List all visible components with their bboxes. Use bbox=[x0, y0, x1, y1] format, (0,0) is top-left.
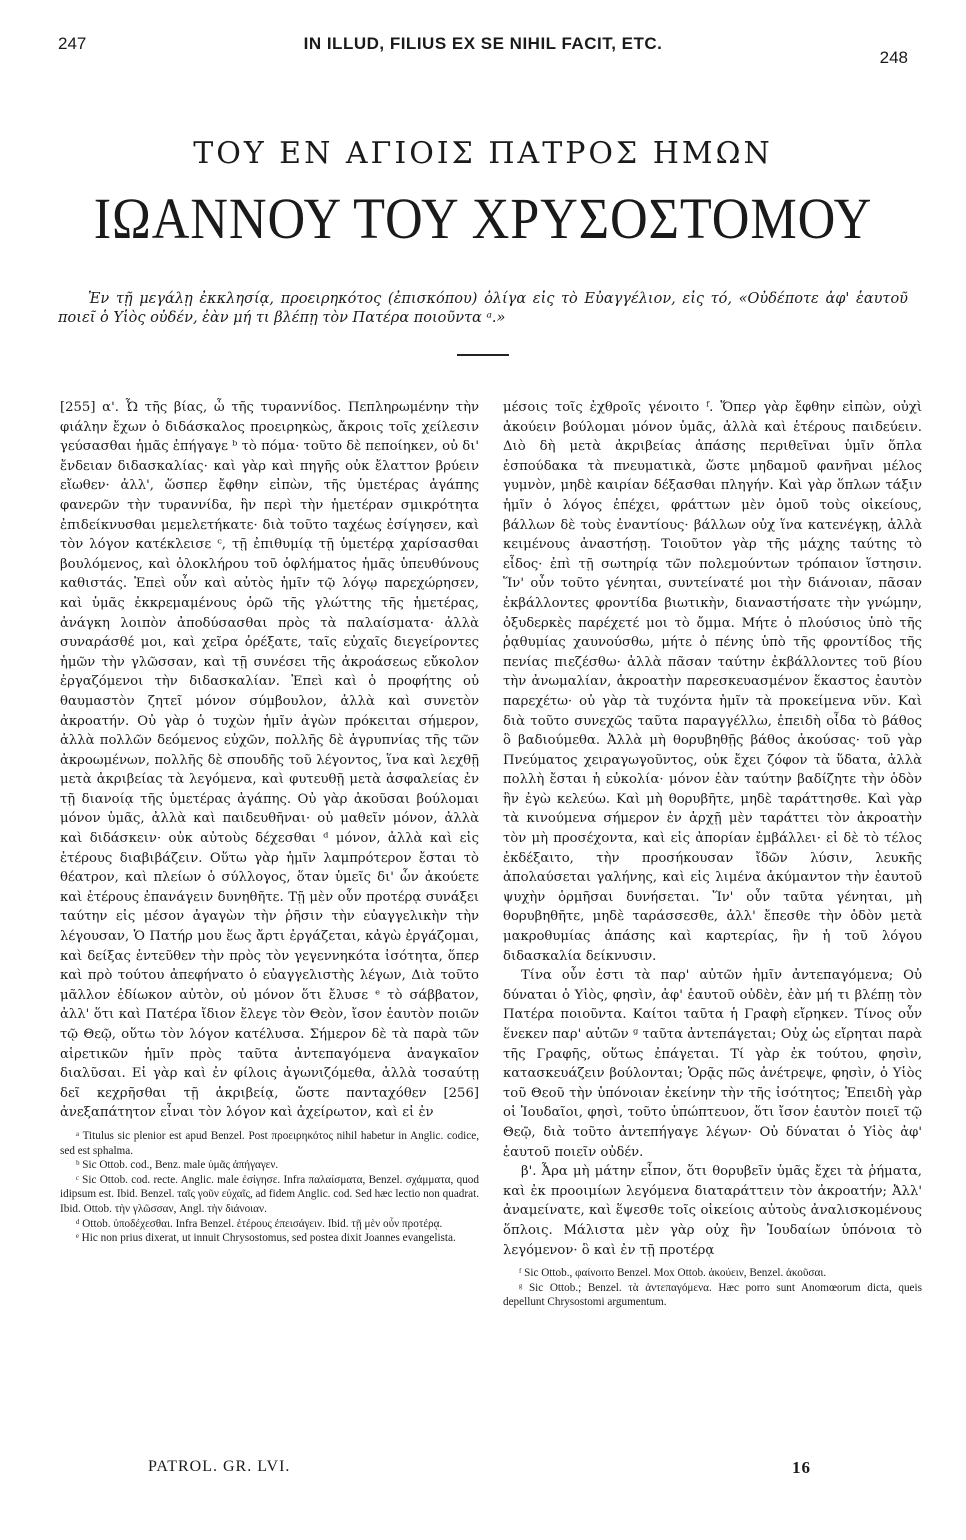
title-line-2: ΙΩΑΝΝΟΥ ΤΟΥ ΧΡΥΣΟΣΤΟΜΟΥ bbox=[93, 186, 873, 251]
right-paragraph: μέσοις τοῖς ἐχθροῖς γένοιτο ᶠ. Ὅπερ γὰρ ἔφθην εἰπὼν, οὐχὶ ἀκούειν βούλομαι μόνον ὑμᾶς, ἀλλὰ καὶ ἑτέρους παιδεύειν. Διὸ δὴ μετὰ ἀκριβείας ἁπάσης περιθεῖναι ὑμῖν ὅπλα ἐσπούδακα τὰ πνευματικὰ, ὥστε μηδαμοῦ φανῆναι μέλος γυμνὸν, μηδὲ καιρίαν δέξασθαι πληγήν. Καὶ γὰρ ὅπλων τάξιν ἡμῖν ὁ λόγος ἐπέχει, φράττων μὲν ὁμοῦ τοὺς οἰκείους, βάλλων δὲ τοὺς ἐναντίους· βάλλων οὐχ ἵνα κατενέγκῃ, ἀλλὰ κειμένους ἀναστήσῃ. Τοιοῦτον γὰρ τῆς μάχης ταύτης τὸ εἶδος· ἐπὶ τῇ σωτηρίᾳ τῶν πολεμούντων τρόπαιον ἵστησιν. Ἵν' οὖν τοῦτο γένηται, συντείνατέ μοι τὴν διάνοιαν, πᾶσαν ἐκβάλλοντες φροντίδα βιωτικὴν, διαναστήσατε τὴν γνώμην, ὀξυδερκὲς παρέχετέ μοι τὸ ὄμμα. Μήτε ὁ πλούσιος ὑπὸ τῆς ῥᾳθυμίας χαυνούσθω, μήτε ὁ πένης ὑπὸ τῆς φροντίδος τῆς πενίας πιεζέσθω· ἀλλὰ πᾶσαν ταύτην ἐκβάλλοντες τοῦ βίου τὴν ἀνωμαλίαν, ἀκροατὴν παρεσκευασμένον ἕκαστος ἑαυτὸν παρεχέτω· οὐ γὰρ τὰ τυχόντα ἡμῖν τὰ προκείμενα νῦν. Καὶ διὰ τοῦτο συνεχῶς ταῦτα παραγγέλλω, ἐπειδὴ οἶδα τὸ βάθος ὃ βαδιούμεθα. Ἀλλὰ μὴ θορυβηθῇς βάθος ἀκούσας· τοῦ γὰρ Πνεύματος χειραγωγοῦντος, οὐκ ἔχει ζόφον τὰ ὕδατα, ἀλλὰ πολλὴ ἔσται ἡ εὐκολία· μόνον ἐὰν ταύτην βαδίζητε τὴν ὁδὸν ἣν ἐγὼ κελεύω. Καὶ μὴ θορυβῆτε, μηδὲ ταράττησθε. Καὶ γὰρ τὰ κινούμενα σήμερον ἐν ἀρχῇ μὲν ταράττει τὸν ἀκροατὴν τὸν μὴ προσέχοντα, καὶ εἰς ἀπορίαν ἐμβάλλει· εἰ δὲ τὸ τέλος ἐκδέξαιτο, τὴν προσήκουσαν ἴδῶν λύσιν, λευκῆς ἀπολαύσεται γαλήνης, καὶ εἰς λιμένα ἀκύμαντον τὴν ἑαυτοῦ ψυχὴν ὁρμῆσαι δυνήσεται. Ἵν' οὖν ταῦτα γένηται, μὴ θορυβηθῆτε, μηδὲ ταράσσεσθε, ἀλλ' ἔπεσθε τὴν ὁδὸν μετὰ μακροθυμίας ἁπάσης καὶ καρτερίας, ἣν ἡ τοῦ λόγου διδασκαλία δείκνυσιν. bbox=[503, 400, 922, 964]
left-footnotes bbox=[60, 1129, 479, 1246]
footnote: ᵈ Ottob. ὑποδέχεσθαι. Infra Benzel. ἑτέρους ἐπεισάγειν. Ibid. τῇ μὲν οὖν προτέρᾳ. bbox=[76, 1217, 443, 1230]
footnote: ᵍ Sic Ottob.; Benzel. τὰ ἀντεπαγόμενα. Hæc porro sunt Anomœorum dicta, queis depellunt Chrysostomi argumentum. bbox=[503, 1281, 922, 1309]
footnote: ᶜ Sic Ottob. cod. recte. Anglic. male ἐσίγησε. Infra παλαίσματα, Benzel. σχάμματα, quod idipsum est. Ibid. Benzel. ταῖς γοῦν εὐχαῖς, ad fidem Anglic. cod. Sed hæc lectio non quadrat. Ibid. Ottob. τὴν γλῶσσαν, Angl. τὴν διάνοιαν. bbox=[60, 1173, 479, 1215]
right-footnotes bbox=[503, 1266, 922, 1310]
footer-signature: 16 bbox=[792, 1458, 811, 1477]
right-paragraph: β'. Ἆρα μὴ μάτην εἶπον, ὅτι θορυβεῖν ὑμᾶς ἔχει τὰ ῥήματα, καὶ ἐκ προοιμίων λεγόμενα διαταράττειν τὸν ἀκροατήν; Ἀλλ' ἀναμείνατε, καὶ ἕψεσθε τοῖς οἰκείοις αὐτοὺς ἀναλισκομένους ὅπλοις. Μάλιστα μὲν γὰρ οὐχ ἣν Ἰουδαίων ὑπόνοια τὸ λεγόμενον· ὃ καὶ ἐν τῇ προτέρᾳ bbox=[503, 1164, 922, 1258]
footer-series: PATROL. GR. LVI. bbox=[148, 1458, 291, 1475]
divider-rule bbox=[457, 354, 509, 356]
right-paragraph: Τίνα οὖν ἐστι τὰ παρ' αὐτῶν ἡμῖν ἀντεπαγόμενα; Οὐ δύναται ὁ Υἱὸς, φησὶν, ἀφ' ἑαυτοῦ οὐδὲν, ἐὰν μή τι βλέπῃ τὸν Πατέρα ποιοῦντα. Καίτοι ταῦτα ἡ Γραφὴ εἴρηκεν. Τίνος οὖν ἕνεκεν παρ' αὐτῶν ᵍ ταῦτα ἀντεπάγεται; Οὐχ ὡς εἴρηται παρὰ τῆς Γραφῆς, οὕτως ἐπάγεται. Τί γὰρ ἐκ τούτου, φησὶν, κατασκευάζειν βούλονται; Ὁρᾷς πῶς ἀνέτρεψε, φησὶν, ὁ Υἱὸς τοῦ Θεοῦ τὴν ὑπόνοιαν ἐκείνην τὴν τῆς ἰσότητος; Ἐπειδὴ γὰρ οἱ Ἰουδαῖοι, φησὶ, τοῦτο ὑπώπτευον, ὅτι ἴσον ἑαυτὸν ποιεῖ τῷ Θεῷ, διὰ τοῦτο ἀντεπήγαγε λέγων· Οὐ δύναται ὁ Υἱὸς ἀφ' ἑαυτοῦ ποιεῖν οὐδέν. bbox=[503, 968, 922, 1160]
page-number-right: 248 bbox=[879, 48, 908, 67]
title-block bbox=[40, 136, 926, 250]
left-paragraph: [255] α'. Ὦ τῆς βίας, ὦ τῆς τυραννίδος. Πεπληρωμένην τὴν φιάλην ἔχων ὁ διδάσκαλος προειρηκὼς, ἄκροις τοῖς χείλεσιν γεύσασθαι ἡμᾶς ἐπήγαγε ᵇ τὸ πόμα· τοῦτο δὲ πεποίηκεν, οὐ δι' ἔνδειαν διδασκαλίας· καὶ γὰρ καὶ πηγῆς οὐκ ἔλαττον βρύειν εἴωθεν· ἀλλ', ὥσπερ ἔφθην εἰπὼν, τῆς ὑμετέρας ἀγάπης φανερῶν τὴν τυραννίδα, ἣν περὶ τὴν ἡμετέραν σμικρότητα ἐπιδείκνυσθαι μεμελετήκατε· διὰ τοῦτο ταχέως ἐσίγησεν, καὶ τὸν λόγον κατέκλεισε ᶜ, τῇ ἐπιθυμίᾳ τῇ ὑμετέρᾳ χαρίσασθαι βουλόμενος, καὶ ὁλοκλήρου τοῦ ὀφλήματος ἡμᾶς ὑπευθύνους καθιστάς. Ἐπεὶ οὖν καὶ αὐτὸς ἡμῖν τῷ λόγῳ παρεχώρησεν, καὶ ὑμᾶς ἐκκρεμαμένους ὁρῶ τῆς γλώττης τῆς ἡμετέρας, ἀνάγκη λοιπὸν ἀποδύσασθαι πρὸς τὰ παλαίσματα· ἀλλὰ συναράσθέ μοι, καὶ χεῖρα ὀρέξατε, ταῖς εὐχαῖς διεγείροντες ἡμῶν τὴν γλῶσσαν, καὶ τῇ συνέσει τῆς ἀκροάσεως εὔκολον ἐργαζόμενοι τὴν διδασκαλίαν. Ἐπεὶ καὶ ὁ προφήτης οὐ θαυμαστὸν ζητεῖ μόνον σύμβουλον, ἀλλὰ καὶ συνετὸν ἀκροατήν. Οὐ γὰρ ὁ τυχὼν ἡμῖν ἀγὼν πρόκειται σήμερον, ἀλλὰ πολλῶν δεόμενος εὐχῶν, πολλῆς δὲ ἀγρυπνίας τῆς τῶν ἀκροωμένων, πολλῆς δὲ σπουδῆς τοῦ λέγοντος, ἵνα καὶ λεχθῇ μετὰ ἀκριβείας τὰ λεγόμενα, καὶ φυτευθῇ μετὰ ἀσφαλείας ἐν τῇ διανοίᾳ τῆς ὑμετέρας ἀγάπης. Οὐ γὰρ ἀκοῦσαι βούλομαι μόνον ὑμᾶς, ἀλλὰ καὶ παιδευθῆναι· οὐ μαθεῖν μόνον, ἀλλὰ καὶ διδάσκειν· οὐκ αὐτοὺς δέχεσθαι ᵈ μόνον, ἀλλὰ καὶ εἰς ἑτέρους διαβιβάζειν. Οὕτω γὰρ ἡμῖν λαμπρότερον ἔσται τὸ θέατρον, καὶ πλείων ὁ σύλλογος, ὅταν ὑμεῖς δι' ὧν ἀκούετε καὶ ἑτέρους ἐπανάγειν δυνηθῆτε. Τῇ μὲν οὖν προτέρᾳ συνάξει ταύτην εἰς μέσον ἀγαγὼν τὴν ῥῆσιν τὴν εὐαγγελικὴν τὴν λέγουσαν, Ὁ Πατήρ μου ἕως ἄρτι ἐργάζεται, κἀγὼ ἐργάζομαι, καὶ δείξας ἐντεῦθεν τὴν πρὸς τὸν γεγεννηκότα ἰσότητα, ὅπερ καὶ πρὸ τούτου ἀπεφήνατο ὁ εὐαγγελιστὴς λέγων, Διὰ τοῦτο μᾶλλον ἐδίωκον αὐτὸν, οὐ μόνον ὅτι ἔλυσε ᵉ τὸ σάββατον, ἀλλ' ὅτι καὶ Πατέρα ἴδιον ἔλεγε τὸν Θεὸν, ἴσον ἑαυτὸν ποιῶν τῷ Θεῷ, οὕτω τὸν λόγον κατέλυσα. Σήμερον δὲ τὰ παρὰ τῶν αἱρετικῶν ἡμῖν πρὸς ταῦτα ἀντεπαγόμενα ἀναγκαῖον διαλῦσαι. Εἰ γὰρ καὶ ἐν φίλοις ἀγωνιζόμεθα, ἀλλὰ τοσαύτῃ δεῖ κεχρῆσθαι τῇ ἀκριβείᾳ, ὥστε πανταχόθεν [256] ἀνεξαπάτητον εἶναι τὸν λόγον καὶ ἀχείρωτον, καὶ εἰ ἐν bbox=[60, 400, 479, 1121]
running-head bbox=[58, 34, 908, 67]
running-title: IN ILLUD, FILIUS EX SE NIHIL FACIT, ETC. bbox=[303, 34, 663, 53]
footnote: ᵉ Hic non prius dixerat, ut innuit Chrysostomus, sed postea dixit Joannes evangelista. bbox=[76, 1232, 456, 1245]
footnote: ᶠ Sic Ottob., φαίνοιτο Benzel. Mox Ottob. ἀκούειν, Benzel. ἀκοῦσαι. bbox=[519, 1267, 827, 1280]
footnote: ᵃ Titulus sic plenior est apud Benzel. Post προειρηκότος nihil habetur in Anglic. codice, sed est sphalma. bbox=[60, 1129, 479, 1157]
right-column bbox=[503, 398, 922, 1488]
footnote: ᵇ Sic Ottob. cod., Benz. male ὑμᾶς ἀπήγαγεν. bbox=[76, 1159, 279, 1172]
subtitle: Ἐν τῇ μεγάλῃ ἐκκλησίᾳ, προειρηκότος (ἐπισκόπου) ὀλίγα εἰς τὸ Εὐαγγέλιον, εἰς τό, «Οὐδέποτε ἀφ' ἑαυτοῦ ποιεῖ ὁ Υἱὸς οὐδέν, ἐὰν μή τι βλέπῃ τὸν Πατέρα ποιοῦντα ᵃ.» bbox=[58, 291, 908, 326]
page-number-left: 247 bbox=[58, 34, 87, 53]
title-line-1: ΤΟΥ ΕΝ ΑΓΙΟΙΣ ΠΑΤΡΟΣ ΗΜΩΝ bbox=[193, 136, 773, 171]
left-column bbox=[60, 398, 479, 1408]
